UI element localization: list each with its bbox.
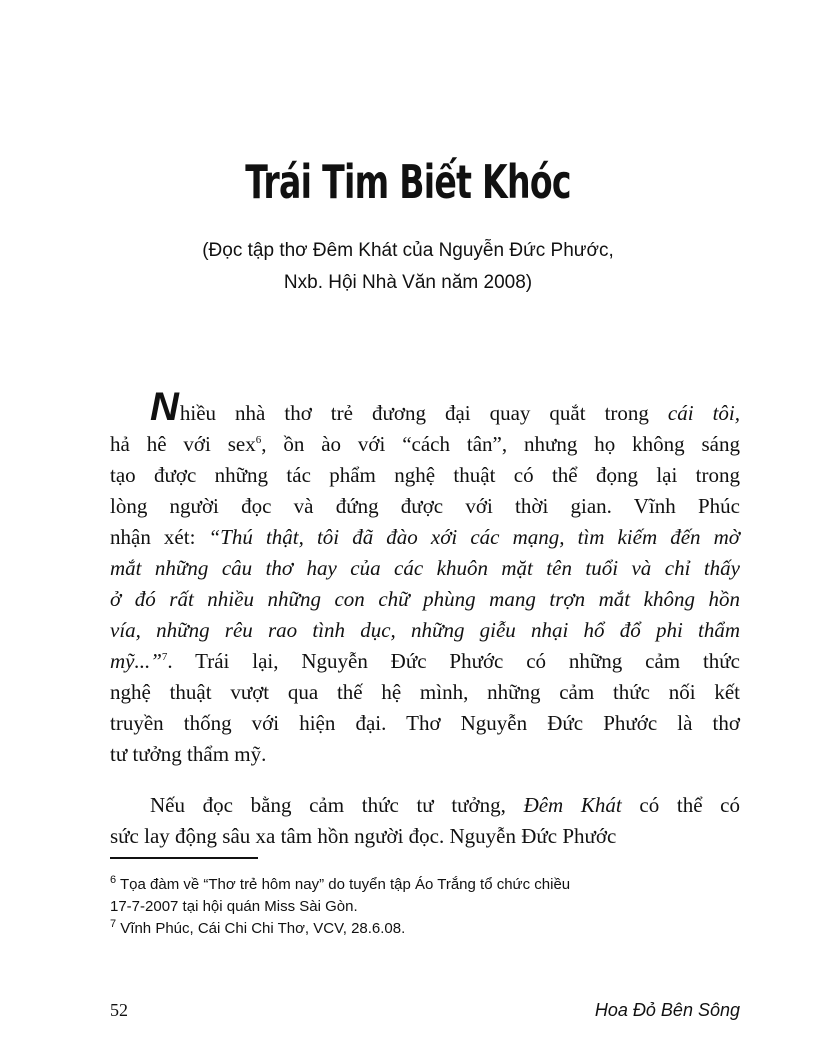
- text-line: [110, 790, 740, 821]
- text: hả hê với sex: [110, 432, 256, 456]
- text-line: [110, 385, 740, 429]
- subtitle-line-1: (Đọc tập thơ Đêm Khát của Nguyễn Đức Phước,: [202, 240, 614, 261]
- text-line: [110, 615, 740, 646]
- text: lòng người đọc và đứng được với thời gian. Vĩnh Phúc: [110, 494, 740, 518]
- text: Vĩnh Phúc, Cái Chi Chi Thơ, VCV, 28.6.08.: [116, 920, 406, 937]
- footnote-ref: 7: [161, 651, 168, 663]
- footnote-ref: 7: [110, 918, 117, 930]
- text-line: [110, 677, 740, 708]
- footnote-divider: [110, 857, 258, 859]
- text: 17-7-2007 tại hội quán Miss Sài Gòn.: [110, 898, 358, 915]
- italic-text: mắt những câu thơ hay của các khuôn mặt tên tuổi và chỉ thấy: [110, 556, 740, 580]
- italic-text: Đêm Khát: [523, 793, 622, 817]
- text-line: [110, 429, 740, 460]
- text: truyền thống với hiện đại. Thơ Nguyễn Đức Phước là thơ: [110, 711, 740, 735]
- text-line: [110, 584, 740, 615]
- subtitle-line-2: Nxb. Hội Nhà Văn năm 2008): [283, 272, 533, 293]
- text: Tọa đàm về “Thơ trẻ hôm nay” do tuyển tập Áo Trắng tổ chức chiều: [116, 876, 571, 893]
- italic-text: “Thú thật, tôi đã đào xới các mạng, tìm kiếm đến mờ: [208, 525, 741, 549]
- italic-text: vía, những rêu rao tình dục, những giễu nhại hổ đổ phi thẩm: [110, 618, 740, 642]
- footnote-ref: 6: [255, 434, 262, 446]
- body-text: [110, 385, 741, 852]
- text-line: [110, 553, 740, 584]
- text-line: [110, 821, 740, 852]
- footnote-ref: 6: [110, 874, 117, 886]
- text: có thể có: [621, 793, 740, 817]
- text-line: [110, 874, 740, 896]
- text-line: [110, 522, 740, 553]
- text-line: [110, 491, 740, 522]
- footnotes: [110, 874, 740, 940]
- text: hiều nhà thơ trẻ đương đại quay quắt trong: [179, 401, 668, 425]
- text: tạo được những tác phẩm nghệ thuật có thể đọng lại trong: [110, 463, 740, 487]
- text: . Trái lại, Nguyễn Đức Phước có những cảm thức: [167, 649, 740, 673]
- page-number: 52: [110, 1000, 128, 1020]
- text-line: [110, 739, 740, 770]
- text: tư tưởng thẩm mỹ.: [110, 742, 267, 766]
- text-line: [110, 918, 740, 940]
- italic-text: ở đó rất nhiều những con chữ phùng mang trợn mắt không hồn: [110, 587, 740, 611]
- text: , ồn ào với “cách tân”, nhưng họ không sáng: [261, 432, 740, 456]
- italic-text: cái tôi,: [667, 401, 740, 425]
- italic-text: mỹ...”: [110, 649, 162, 673]
- page-footer: [110, 1000, 740, 1026]
- drop-cap: N: [150, 385, 179, 429]
- text-line: [110, 460, 740, 491]
- text: Nếu đọc bằng cảm thức tư tưởng,: [150, 793, 524, 817]
- running-title: Hoa Đỏ Bên Sông: [594, 1000, 740, 1020]
- chapter-title: Trái Tim Biết Khóc: [245, 155, 571, 209]
- text-line: [110, 708, 740, 739]
- text-line: [110, 896, 740, 918]
- text: nghệ thuật vượt qua thế hệ mình, những cảm thức nối kết: [110, 680, 740, 704]
- text-line: [110, 646, 740, 677]
- text: nhận xét:: [110, 525, 209, 549]
- text: sức lay động sâu xa tâm hồn người đọc. Nguyễn Đức Phước: [110, 824, 617, 848]
